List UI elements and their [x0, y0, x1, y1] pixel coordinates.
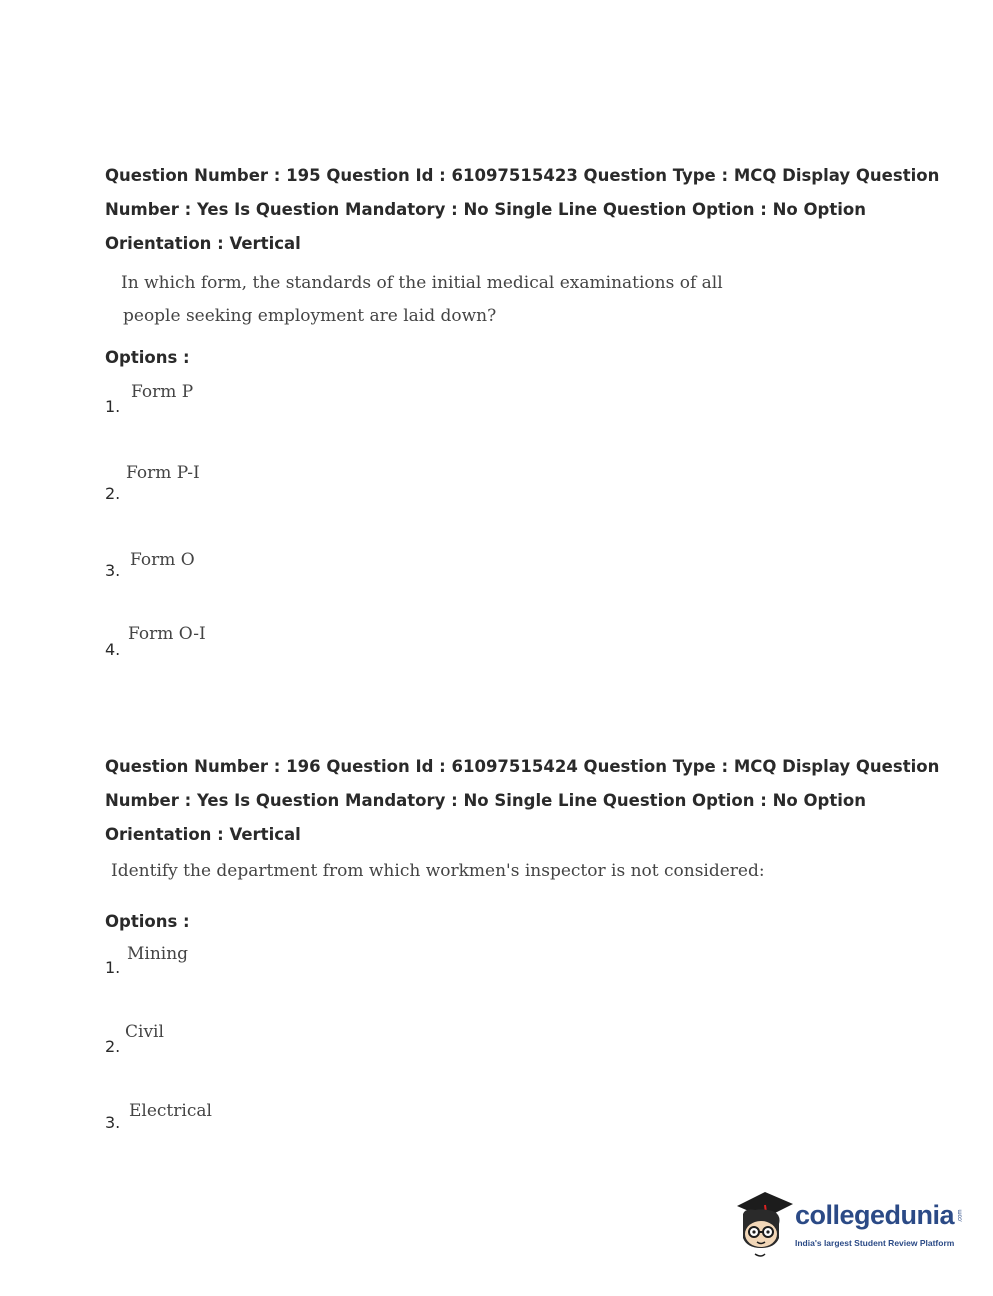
option-text: Civil: [125, 1022, 164, 1042]
question-195-meta: [105, 159, 940, 261]
question-195-text-line-1: In which form, the standards of the initial medical examinations of all: [121, 273, 723, 293]
meta-line: Number : Yes Is Question Mandatory : No Single Line Question Option : No Option: [105, 791, 866, 810]
option-text: Form P: [131, 382, 194, 402]
collegedunia-logo: [735, 1188, 965, 1260]
question-196-meta: [105, 750, 940, 852]
meta-line: Question Number : 195 Question Id : 61097515423 Question Type : MCQ Display Question: [105, 166, 940, 185]
option-number: 3.: [105, 561, 121, 580]
question-196-options-label: Options :: [105, 912, 190, 931]
option-number: 2.: [105, 484, 121, 503]
option-text: Mining: [127, 944, 189, 964]
option-text: Electrical: [129, 1101, 212, 1121]
option-number: 4.: [105, 640, 121, 659]
option-number: 2.: [105, 1037, 121, 1056]
option-text: Form P-I: [126, 463, 200, 483]
question-195-text-line-2: people seeking employment are laid down?: [123, 306, 497, 326]
option-number: 3.: [105, 1113, 121, 1132]
logo-suffix: .com: [957, 1209, 964, 1223]
meta-line: Orientation : Vertical: [105, 234, 301, 253]
option-number: 1.: [105, 397, 121, 416]
meta-line: Number : Yes Is Question Mandatory : No Single Line Question Option : No Option: [105, 200, 866, 219]
meta-line: Question Number : 196 Question Id : 61097515424 Question Type : MCQ Display Question: [105, 757, 940, 776]
logo-name: collegedunia: [795, 1200, 955, 1230]
logo-tagline: India's largest Student Review Platform: [795, 1238, 955, 1248]
meta-line: Orientation : Vertical: [105, 825, 301, 844]
option-text: Form O-I: [128, 624, 206, 644]
option-number: 1.: [105, 958, 121, 977]
question-196-text-line-1: Identify the department from which workmen's inspector is not considered:: [111, 861, 765, 881]
question-195-options-label: Options :: [105, 348, 190, 367]
option-text: Form O: [130, 550, 195, 570]
mascot-icon: [735, 1188, 795, 1260]
